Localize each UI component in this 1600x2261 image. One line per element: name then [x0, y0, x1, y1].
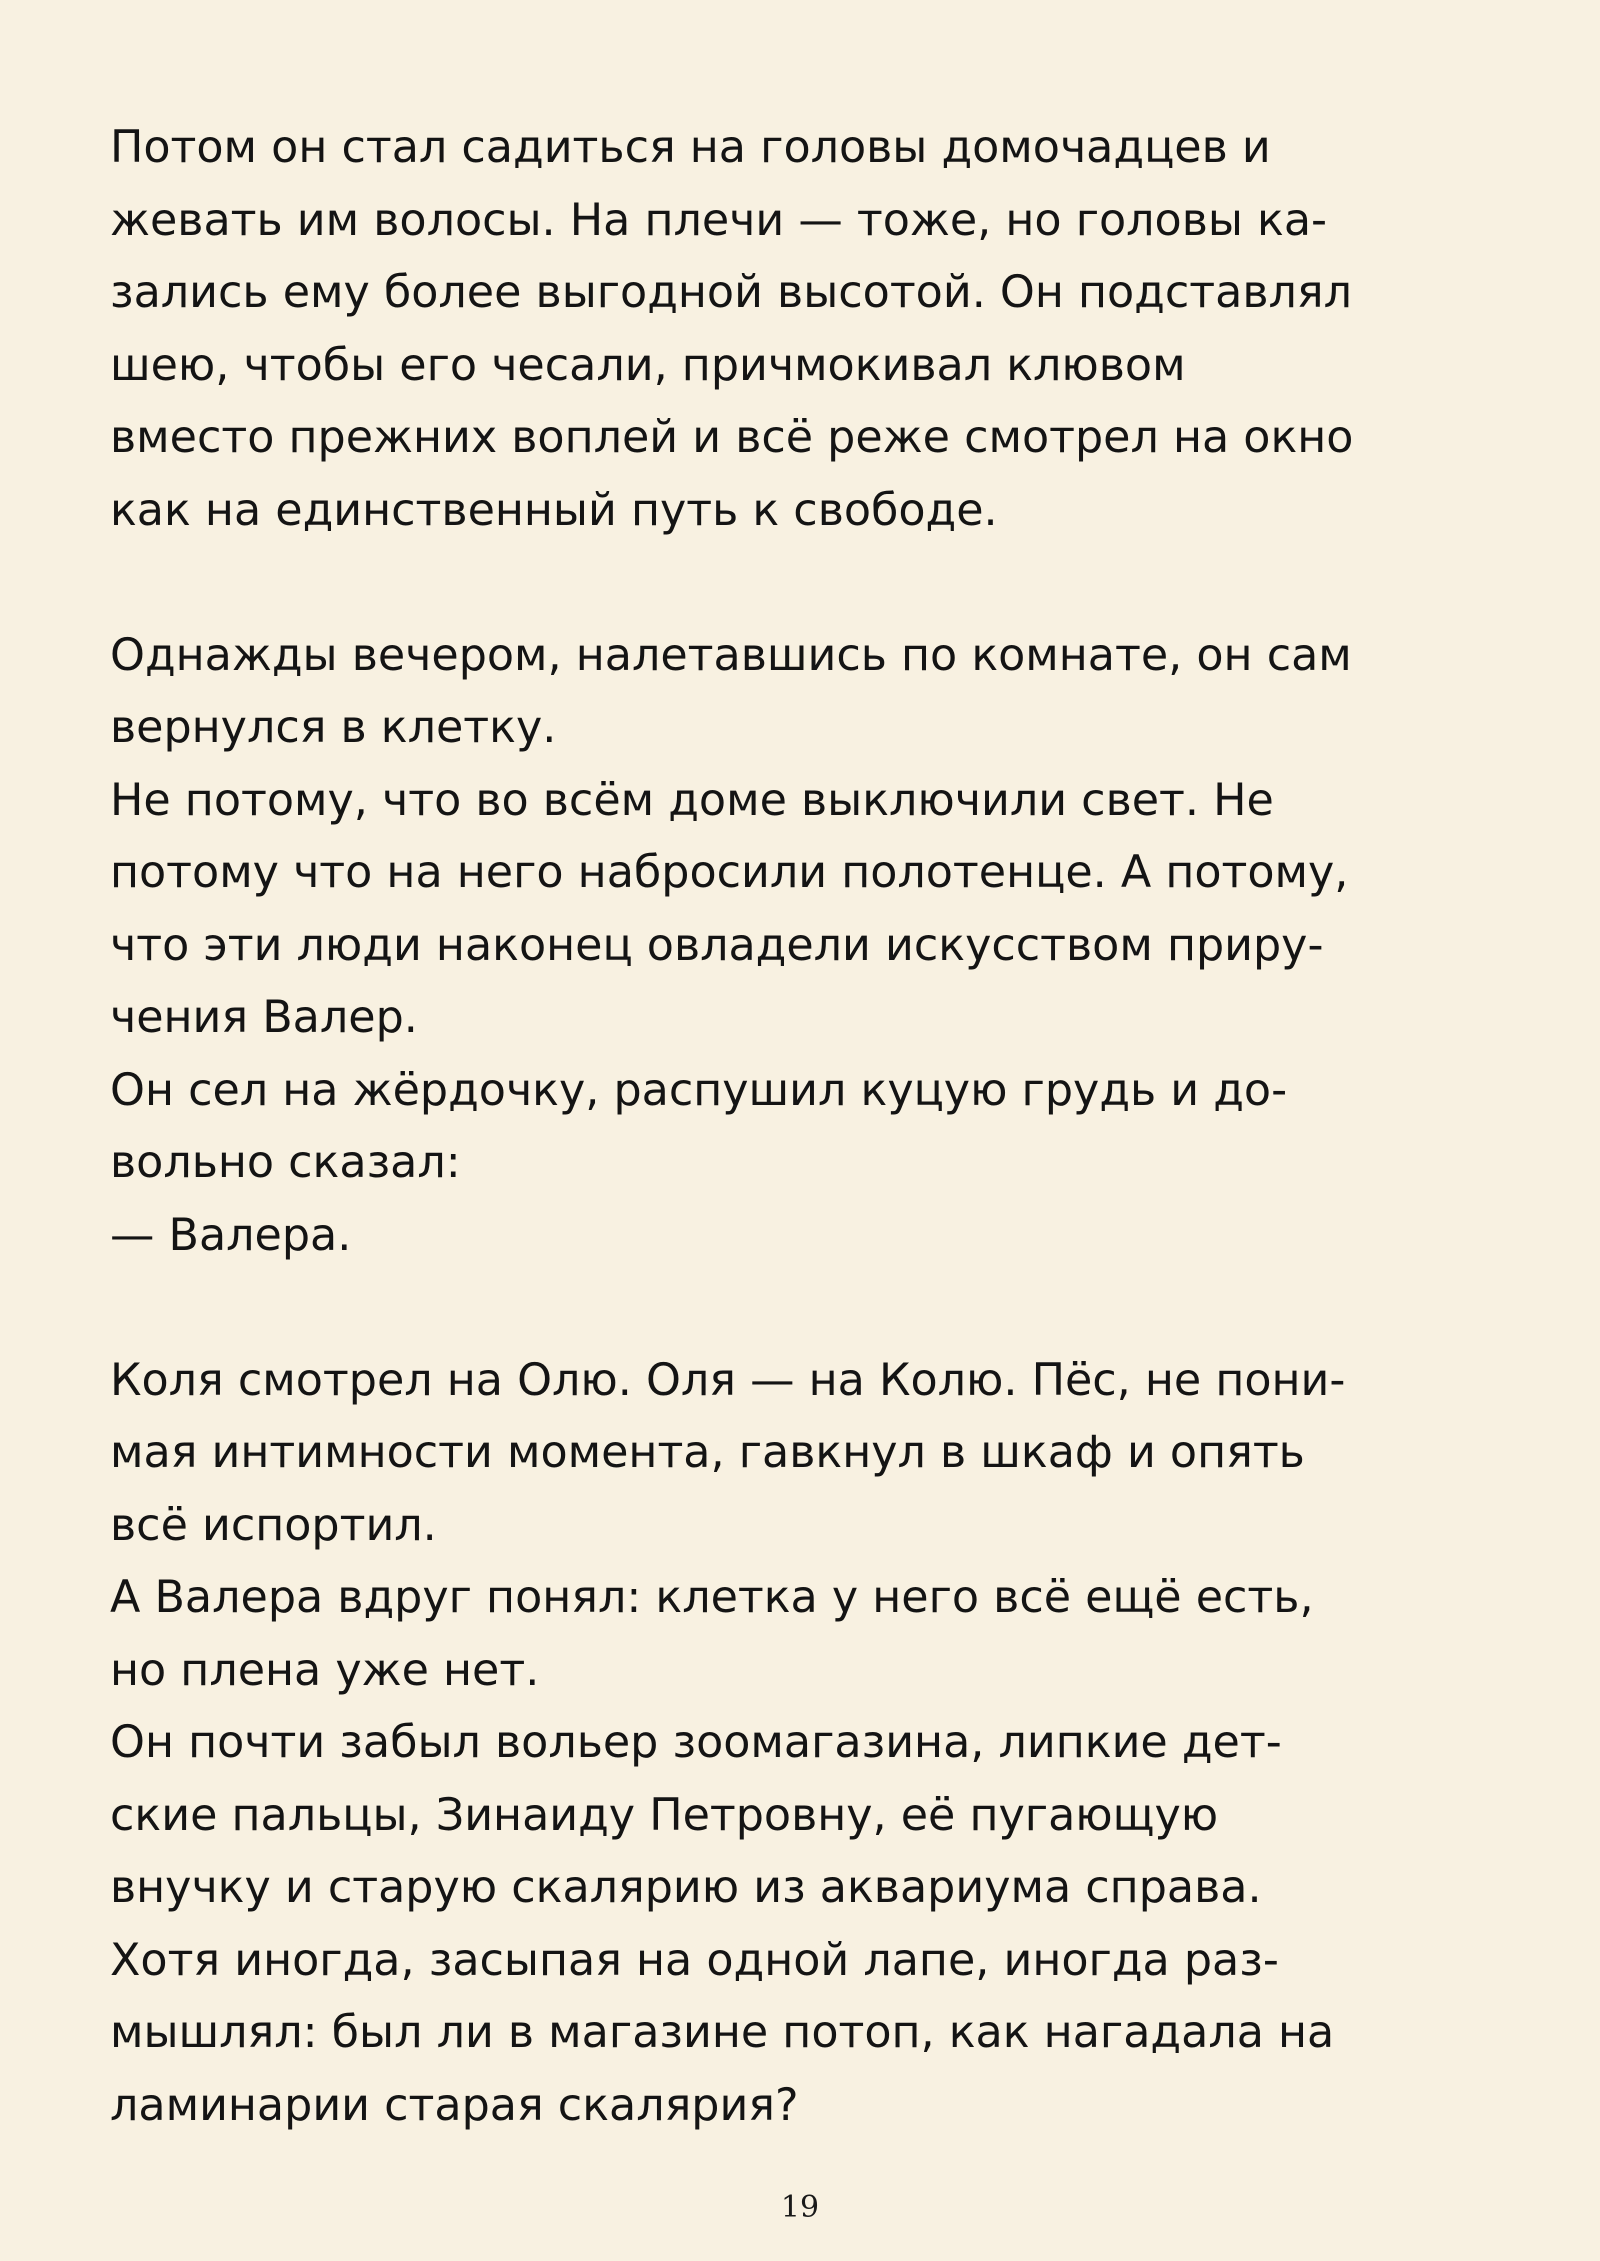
text-line: мышлял: был ли в магазине потоп, как нагадала на	[110, 2007, 1335, 2058]
text-line: что эти люди наконец овладели искусством приру-	[110, 919, 1324, 971]
text-line: внучку и старую скалярию из аквариума справа.	[110, 1862, 1262, 1913]
text-line: Он почти забыл вольер зоомагазина, липкие дет-	[110, 1717, 1282, 1768]
text-line: — Валера.	[110, 1209, 352, 1261]
text-line: ские пальцы, Зинаиду Петровну, её пугающую	[110, 1789, 1219, 1841]
page-number: 19	[780, 2190, 820, 2225]
text-line: Хотя иногда, засыпая на одной лапе, иногда раз-	[110, 1934, 1279, 1986]
text-line: всё испортил.	[110, 1499, 437, 1551]
text-line: чения Валер.	[110, 992, 418, 1043]
text-line: зались ему более выгодной высотой. Он подставлял	[110, 267, 1352, 318]
text-line: Коля смотрел на Олю. Оля — на Колю. Пёс, не пони-	[110, 1354, 1346, 1406]
text-line: мая интимности момента, гавкнул в шкаф и опять	[110, 1427, 1305, 1478]
text-line: жевать им волосы. На плечи — тоже, но головы ка-	[110, 194, 1328, 246]
text-line: потому что на него набросили полотенце. А потому,	[110, 847, 1349, 898]
paragraph-gap	[110, 547, 1510, 620]
text-line: Однажды вечером, налетавшись по комнате, он сам	[110, 629, 1352, 681]
text-line: вольно сказал:	[110, 1137, 461, 1188]
text-line: Он сел на жёрдочку, распушил куцую грудь и до-	[110, 1064, 1288, 1116]
text-line: шею, чтобы его чесали, причмокивал клювом	[110, 339, 1186, 391]
text-line: но плена уже нет.	[110, 1644, 540, 1696]
text-line: как на единственный путь к свободе.	[110, 484, 998, 536]
text-line: А Валера вдруг понял: клетка у него всё ещё есть,	[110, 1572, 1314, 1623]
paragraph-gap	[110, 1272, 1510, 1345]
body-text	[110, 112, 1510, 2142]
text-line: вернулся в клетку.	[110, 702, 557, 753]
text-line: Потом он стал садиться на головы домочадцев и	[110, 122, 1271, 173]
text-line: вместо прежних воплей и всё реже смотрел на окно	[110, 412, 1354, 463]
text-line: Не потому, что во всём доме выключили свет. Не	[110, 774, 1274, 826]
text-line: ламинарии старая скалярия?	[110, 2079, 799, 2131]
